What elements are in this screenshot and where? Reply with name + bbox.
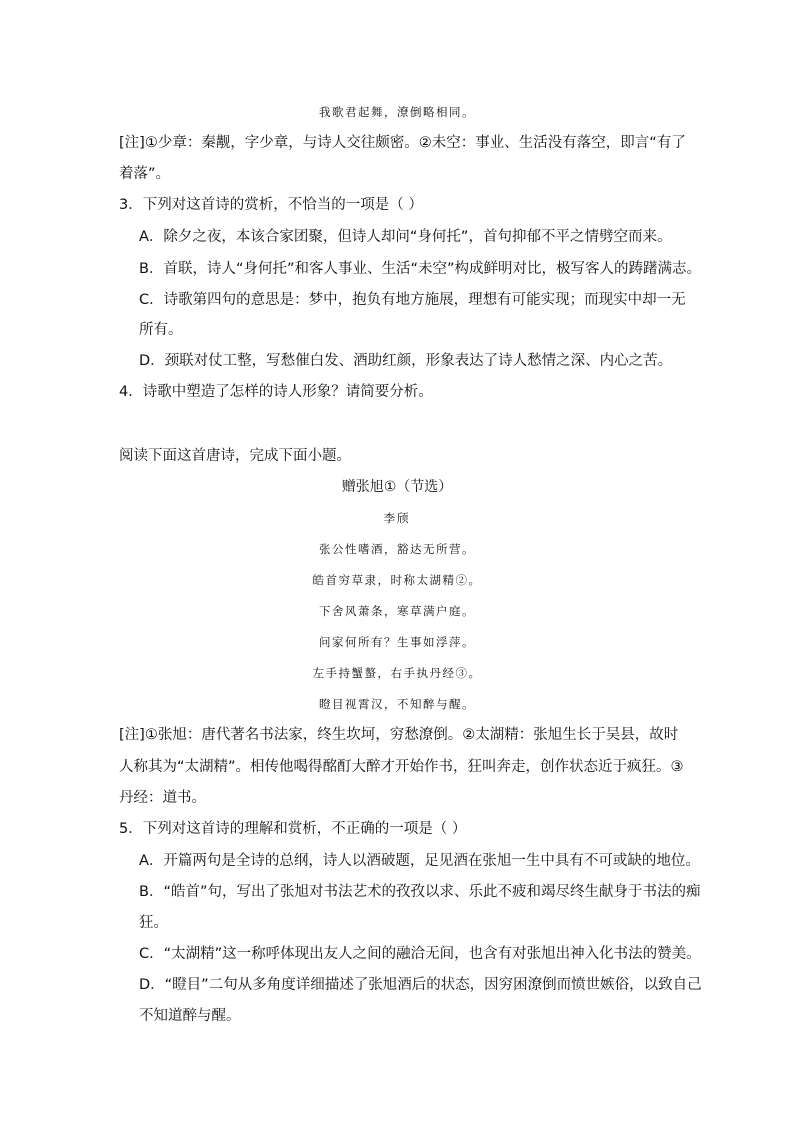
note-line: 着落”。 [119,166,171,182]
note-line: [注]①张旭：唐代著名书法家，终生坎坷，穷愁潦倒。②太湖精：张旭生长于吴县，故时 [119,727,679,743]
note-line: 丹经：道书。 [119,790,206,806]
option-a: A．除夕之夜，本该合家团聚，但诗人却问“身何托”，首句抑郁不平之情劈空而来。 [139,229,672,245]
option-d: D．颈联对仗工整，写愁催白发、酒助红颜，形象表达了诗人愁情之深、内心之苦。 [139,353,673,369]
option-b-continued: 狂。 [139,915,168,931]
poem-verse: 下舍风萧条，寒草满户庭。 [319,604,475,618]
poem-author: 李颀 [383,511,411,525]
note-line: 人称其为“太湖精”。相传他喝得酩酊大醉才开始作书，狂叫奔走，创作状态近于疯狂。③ [119,759,684,775]
option-c-continued: 所有。 [139,322,183,338]
question-4: 4．诗歌中塑造了怎样的诗人形象？请简要分析。 [119,384,433,400]
option-b: B．“皓首”句，写出了张旭对书法艺术的孜孜以求、乐此不疲和竭尽终生献身于书法的痴 [139,884,701,900]
question-3: 3．下列对这首诗的赏析，不恰当的一项是（ ） [119,197,423,213]
poem-verse-closing: 我歌君起舞，潦倒略相同。 [319,105,475,119]
poem-verse: 左手持蟹螯，右手执丹经③。 [312,666,482,680]
option-c: C．“太湖精”这一称呼体现出友人之间的融洽无间，也含有对张旭出神入化书法的赞美。 [139,946,701,962]
option-d: D．“瞪目”二句从多角度详细描述了张旭酒后的状态，因穷困潦倒而愤世嫉俗，以致自己 [139,977,702,993]
poem-title: 赠张旭①（节选） [341,479,453,495]
poem-verse: 皓首穷草隶，时称太湖精②。 [312,573,482,587]
option-b: B．首联，诗人“身何托”和客人事业、生活“未空”构成鲜明对比，极写客人的踌躇满志。 [139,261,701,277]
option-d-continued: 不知道醉与醒。 [139,1008,241,1024]
poem-verse: 瞪目视霄汉，不知醉与醒。 [319,697,475,711]
option-c: C．诗歌第四句的意思是：梦中，抱负有地方施展，理想有可能实现；而现实中却一无 [139,292,686,308]
reading-instruction: 阅读下面这首唐诗，完成下面小题。 [119,448,351,464]
poem-verse: 问家何所有？生事如浮萍。 [319,635,475,649]
poem-verse: 张公性嗜酒，豁达无所营。 [319,542,475,556]
option-a: A．开篇两句是全诗的总纲，诗人以酒破题，足见酒在张旭一生中具有不可或缺的地位。 [139,853,700,869]
question-5: 5．下列对这首诗的理解和赏析，不正确的一项是（ ） [119,821,467,837]
note-line: [注]①少章：秦觏，字少章，与诗人交往颇密。②未空：事业、生活没有落空，即言“有了 [119,135,686,151]
